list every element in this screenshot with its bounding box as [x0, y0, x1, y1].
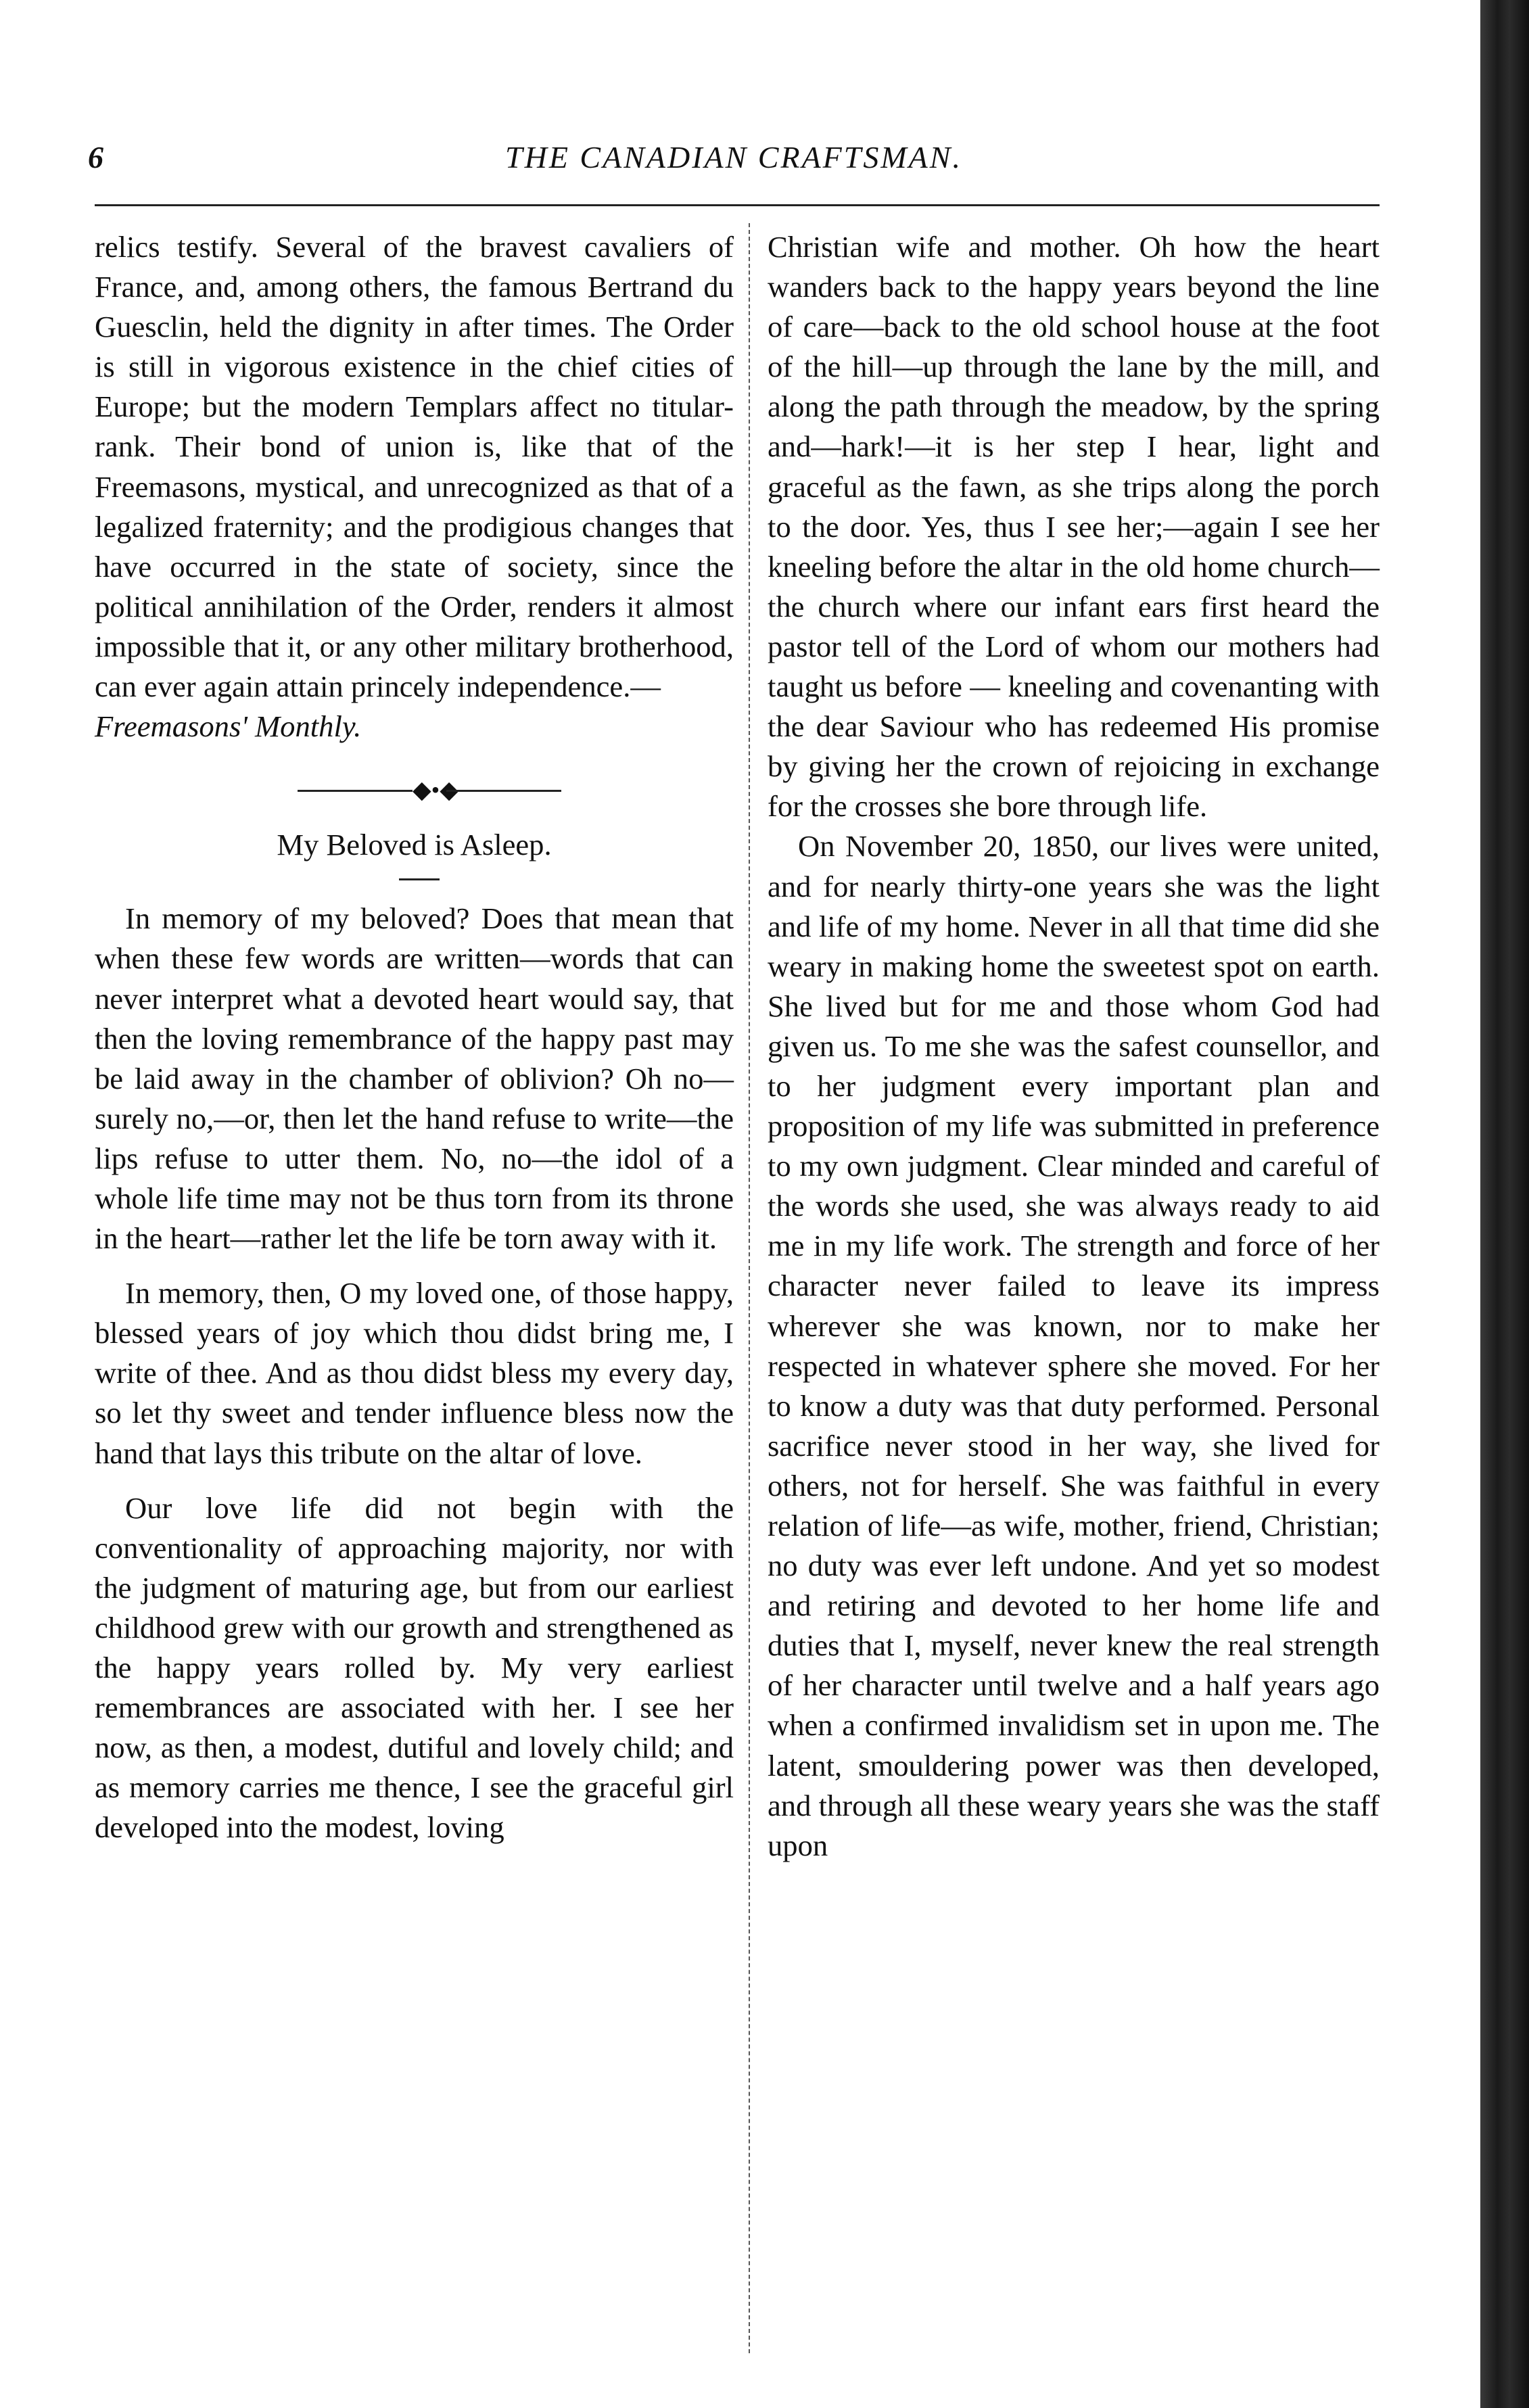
article-title: My Beloved is Asleep.: [277, 828, 552, 862]
separator-line-left: [298, 790, 413, 792]
article-paragraph-3: Our love life did not begin with the conventionality of approaching majority, nor with the judgment of maturing age, but from our earliest childhood grew with our growth and strengthened as the happy years rolled by. My very earliest remembrances are associated with her. I see her now, as then, a modest, dutiful and lovely child; and as memory carries me thence, I see the graceful girl developed into the modest, loving: [95, 1490, 734, 1845]
article-paragraph-1: In memory of my beloved? Does that mean that when these few words are written—words that can never interpret what a devoted heart would say, that then the loving remembrance of the happy past may be laid away in the chamber of oblivion? Oh no—surely no,—or, then let the hand refuse to write—the lips refuse to utter them. No, no—the idol of a whole life time may not be thus torn from its throne in the heart—rather let the life be torn away with it.: [95, 901, 734, 1256]
right-column: [768, 227, 1380, 1866]
article-paragraph-5: On November 20, 1850, our lives were united, and for nearly thirty-one years she was the light and life of my home. Never in all that time did she weary in making home the sweetest spot on earth. She lived but for me and those whom God had given us. To me she was the safest counsellor, and to her judgment every important plan and proposition of my life was submitted in preference to my own judgment. Clear minded and careful of the words she used, she was always ready to aid me in my life work. The strength and force of her character never failed to leave its impress wherever she was known, nor to make her respected in whatever sphere she moved. For her to know a duty was that duty performed. Personal sacrifice never stood in her way, she lived for others, not for herself. She was faithful in every relation of life—as wife, mother, friend, Christian; no duty was ever left undone. And yet so modest and retiring and devoted to her home life and duties that I, myself, never knew the real strength of her character until twelve and a half years ago when a confirmed invalidism set in upon me. The latent, smouldering power was then developed, and through all these weary years she was the staff upon: [768, 829, 1380, 1862]
header-rule: [95, 204, 1380, 206]
page-number: 6: [88, 140, 103, 174]
templars-paragraph: relics testify. Several of the bravest cavaliers of France, and, among others, the famous Bertrand du Guesclin, held the dignity in after times. The Order is still in vigorous existence in the chief cities of Europe; but the modern Templars affect no titular-rank. Their bond of union is, like that of the Freemasons, mystical, and unrecognized as that of a legalized fraternity; and the prodigious changes that have occurred in the state of society, since the political annihilation of the Order, renders it almost impossible that it, or any other military brotherhood, can ever again attain princely independence.—: [95, 230, 734, 704]
section-separator: [95, 771, 734, 811]
column-divider: [749, 223, 750, 2353]
running-title: THE CANADIAN CRAFTSMAN.: [505, 140, 962, 174]
article-paragraph-4: Christian wife and mother. Oh how the heart wanders back to the happy years beyond the line of care—back to the old school house at the foot of the hill—up through the lane by the mill, and along the path through the meadow, by the spring and—hark!—it is her step I hear, light and graceful as the fawn, as she trips along the porch to the door. Yes, thus I see her;—again I see her kneeling before the altar in the old home church—the church where our infant ears first heard the pastor tell of the Lord of whom our mothers had taught us before — kneeling and covenanting with the dear Saviour who has redeemed His promise by giving her the crown of rejoicing in exchange for the crosses she bore through life.: [768, 230, 1380, 824]
separator-line-right: [446, 790, 561, 792]
page-header: [81, 135, 1386, 196]
title-dash-rule: [95, 865, 734, 899]
citation: Freemasons' Monthly.: [95, 709, 362, 744]
scan-edge-shadow: [1480, 0, 1529, 2408]
separator-ornament: ◆•◆: [413, 776, 458, 804]
left-column: [95, 227, 734, 1847]
article-paragraph-2: In memory, then, O my loved one, of those happy, blessed years of joy which thou didst bring me, I write of thee. And as thou didst bless my every day, so let thy sweet and tender influence bless now the hand that lays this tribute on the altar of love.: [95, 1276, 734, 1470]
